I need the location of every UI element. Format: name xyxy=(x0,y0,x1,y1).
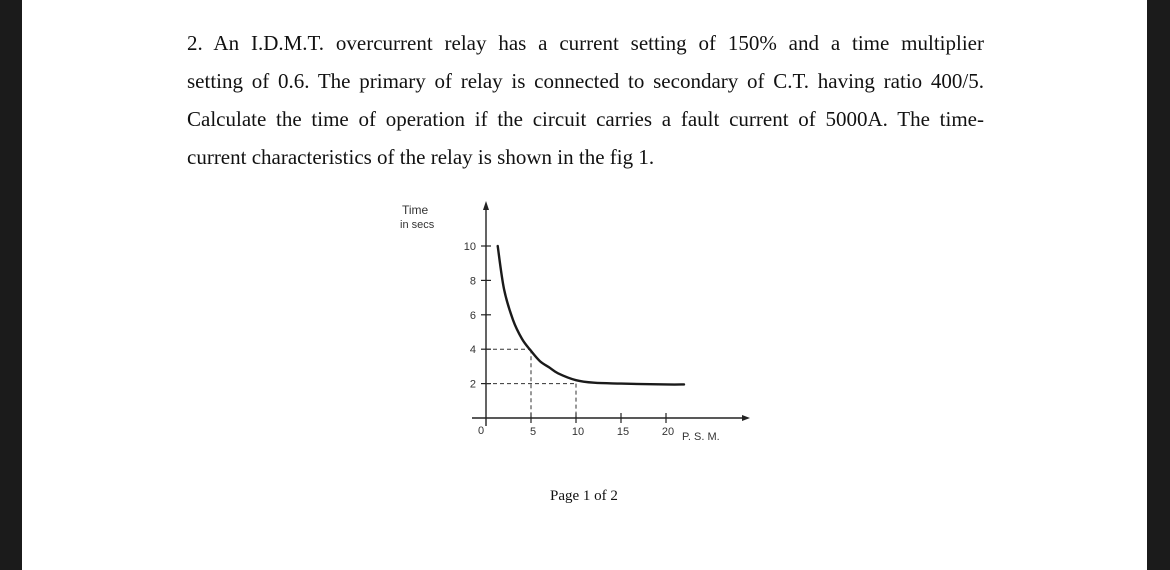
x-tick-label: 15 xyxy=(616,426,630,438)
question-line-3: Calculate the time of operation if the circuit carries a fault current of 5000A. The time- xyxy=(187,107,984,131)
characteristic-plot xyxy=(392,190,742,452)
y-tick-label: 6 xyxy=(469,309,476,322)
page-number: Page 1 of 2 xyxy=(550,488,618,504)
origin-label: 0 xyxy=(478,425,485,437)
question-line-2: setting of 0.6. The primary of relay is connected to secondary of C.T. having ratio 400/5. xyxy=(187,69,984,93)
x-tick-label: 10 xyxy=(571,426,585,438)
question-line-4: current characteristics of the relay is shown in the fig 1. xyxy=(187,145,655,169)
y-tick-label: 10 xyxy=(463,241,476,253)
time-current-curve xyxy=(498,246,684,385)
question-line-1: 2. An I.D.M.T. overcurrent relay has a current setting of 150% and a time multiplier xyxy=(187,31,984,55)
document-page xyxy=(22,0,1147,570)
y-tick-label: 8 xyxy=(469,275,476,288)
question-text xyxy=(187,24,984,176)
y-axis-label-time: Time xyxy=(402,203,429,217)
y-tick-label: 4 xyxy=(469,344,476,357)
x-axis-label: P. S. M. xyxy=(682,431,720,443)
y-axis-label-unit: in secs xyxy=(400,219,435,231)
x-tick-label: 5 xyxy=(529,426,537,438)
y-tick-label: 2 xyxy=(469,378,476,391)
time-current-characteristic-figure xyxy=(392,190,742,452)
x-tick-label: 20 xyxy=(661,426,675,438)
y-axis-arrowhead xyxy=(483,201,489,210)
x-axis-arrowhead xyxy=(742,415,750,421)
